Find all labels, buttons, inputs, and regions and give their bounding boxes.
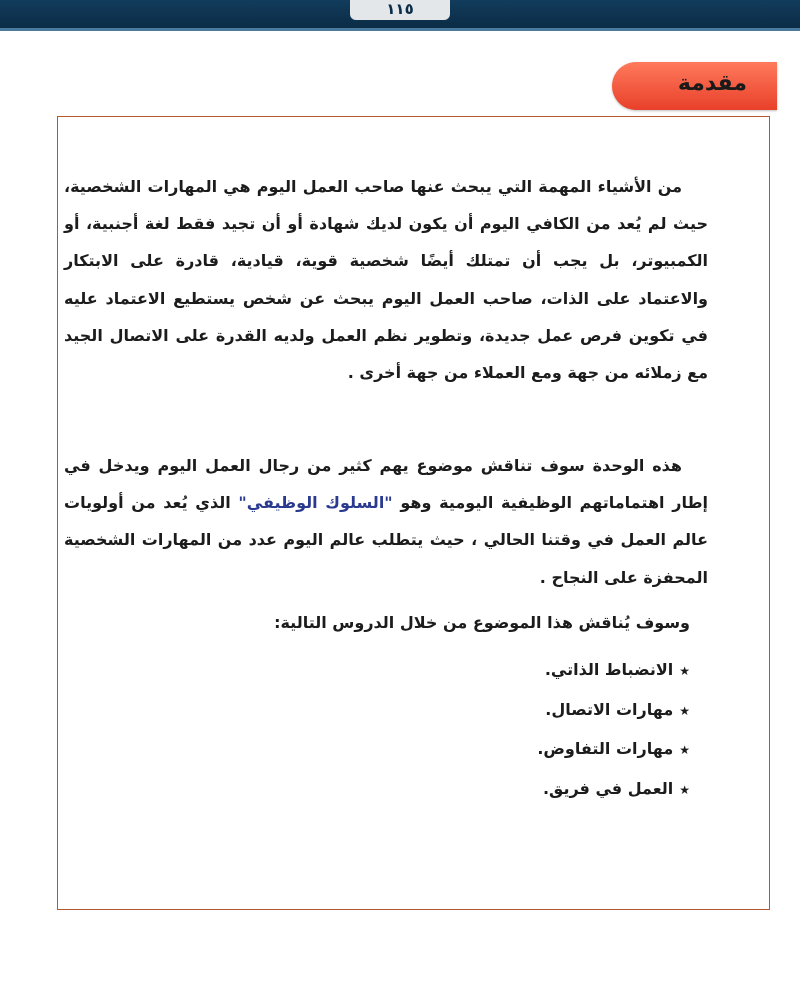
lessons-list xyxy=(64,650,708,808)
header-rule xyxy=(0,28,800,31)
star-bullet-icon: ★ xyxy=(679,743,690,757)
section-title-tab xyxy=(612,62,777,110)
lessons-intro: وسوف يُناقش هذا الموضوع من خلال الدروس التالية: xyxy=(274,613,690,632)
lesson-label: مهارات الاتصال. xyxy=(545,699,674,719)
section-title: مقدمة xyxy=(677,71,747,96)
paragraph-2-end: الذي يُعد من أولويات عالم العمل في وقتنا الحالي ، حيث يتطلب عالم اليوم عدد من المهارات الشخصية المحفزة على النجاح . xyxy=(64,493,708,587)
paragraph-2-start: هذه الوحدة سوف تناقش موضوع يهم كثير من رجال العمل اليوم ويدخل في إطار اهتماماتهم الوظيفية اليومية وهو xyxy=(64,456,709,513)
lesson-label: مهارات التفاوض. xyxy=(537,739,674,758)
list-item xyxy=(64,729,690,769)
lesson-label: العمل في فريق. xyxy=(542,778,674,798)
page-number: ١١٥ xyxy=(350,0,450,20)
star-bullet-icon: ★ xyxy=(679,703,690,718)
list-item xyxy=(64,650,690,690)
list-item xyxy=(64,690,690,730)
star-bullet-icon: ★ xyxy=(679,782,690,797)
star-bullet-icon: ★ xyxy=(679,664,690,678)
intro-paragraph-1: من الأشياء المهمة التي يبحث عنها صاحب العمل اليوم هي المهارات الشخصية، حيث لم يُعد من الكافي اليوم أن يكون لديك شهادة أو أن تجيد فقط لغة أجنبية، أو الكمبيوتر، بل يجب أن تمتلك أيضًا شخصية قوية، قيادية، قادرة على الابتكار والاعتماد على الذات، صاحب العمل اليوم يبحث عن شخص يستطيع الاعتماد عليه في تكوين فرص عمل جديدة، وتطوير نظم العمل ولديه القدرة على الاتصال الجيد مع زملائه من جهة ومع العملاء من جهة أخرى . xyxy=(64,177,708,383)
lesson-label: الانضباط الذاتي. xyxy=(544,660,674,679)
list-item xyxy=(64,769,690,809)
intro-paragraph-2 xyxy=(64,447,708,596)
job-behavior-highlight: "السلوك الوظيفي" xyxy=(238,493,393,513)
